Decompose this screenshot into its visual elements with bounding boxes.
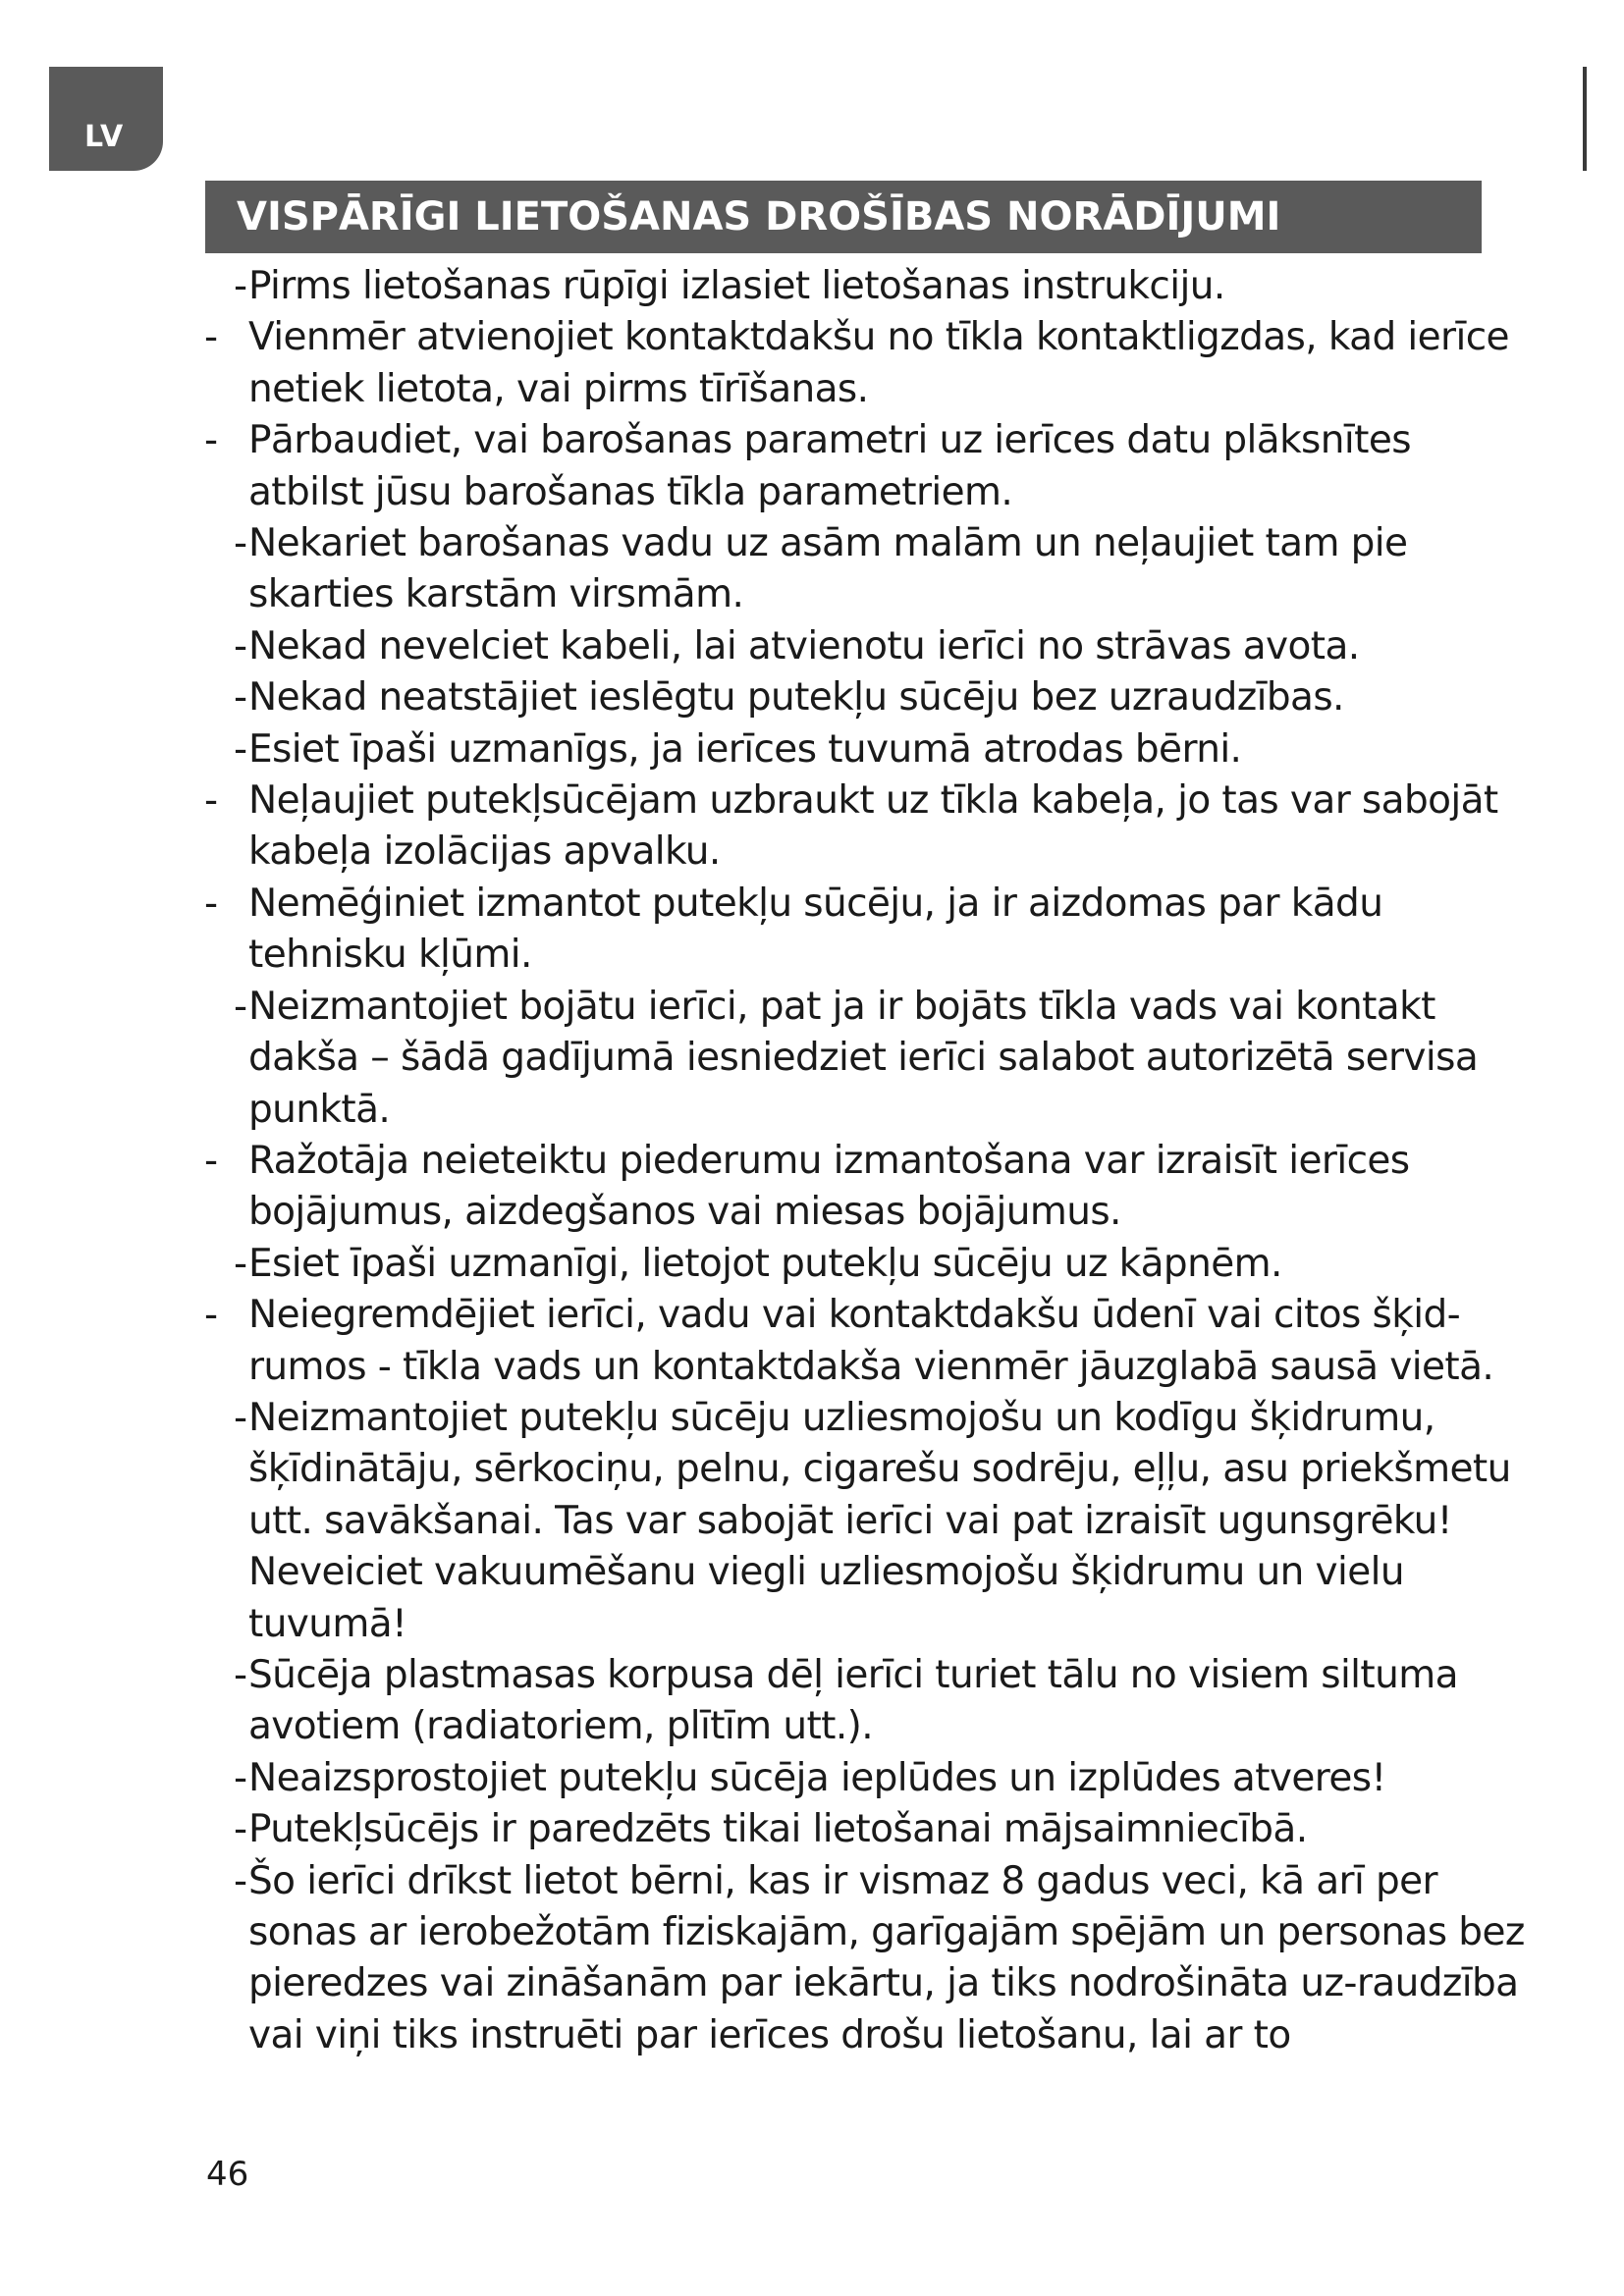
instruction-text: Putekļsūcējs ir paredzēts tikai lietošanai mājsaimniecībā. xyxy=(248,1807,1308,1852)
list-dash: - xyxy=(234,675,247,721)
instruction-item xyxy=(204,518,1526,621)
list-dash: - xyxy=(234,623,247,668)
list-dash: - xyxy=(204,315,218,360)
instruction-item xyxy=(204,1650,1526,1753)
instruction-text: Esiet īpaši uzmanīgi, lietojot putekļu sūcēju uz kāpnēm. xyxy=(248,1241,1282,1286)
list-dash: - xyxy=(234,1652,247,1697)
instruction-text: Nemēģiniet izmantot putekļu sūcēju, ja ir aizdomas par kādu tehnisku kļūmi. xyxy=(248,881,1383,978)
instruction-text: Neļaujiet putekļsūcējam uzbraukt uz tīkla kabeļa, jo tas var sabojāt kabeļa izolācijas apvalku. xyxy=(248,778,1498,875)
instruction-item xyxy=(204,1856,1526,2062)
list-dash: - xyxy=(234,726,247,772)
safety-instructions-list xyxy=(204,261,1526,2061)
instruction-item xyxy=(204,879,1526,982)
instruction-item xyxy=(204,982,1526,1136)
instruction-item xyxy=(204,724,1526,775)
instruction-text: Sūcēja plastmasas korpusa dēļ ierīci turiet tālu no visiem siltuma avotiem (radiatoriem, plītīm utt.). xyxy=(248,1652,1458,1749)
instruction-item xyxy=(204,312,1526,415)
list-dash: - xyxy=(204,1138,218,1183)
instruction-text: Neizmantojiet bojātu ierīci, pat ja ir bojāts tīkla vads vai kontakt dakša – šādā gadījumā iesniedziet ierīci salabot autorizētā servisa punktā. xyxy=(248,984,1479,1132)
list-dash: - xyxy=(204,778,218,824)
page-number: 46 xyxy=(206,2155,249,2194)
instruction-item xyxy=(204,1136,1526,1239)
list-dash: - xyxy=(204,881,218,926)
instruction-text: Nekad neatstājiet ieslēgtu putekļu sūcēju bez uzraudzības. xyxy=(248,675,1344,721)
instruction-item xyxy=(204,621,1526,672)
section-title: VISPĀRĪGI LIETOŠANAS DROŠĪBAS NORĀDĪJUMI xyxy=(205,181,1482,253)
list-dash: - xyxy=(234,521,247,566)
instruction-item xyxy=(204,1393,1526,1650)
instruction-text: Neaizsprostojiet putekļu sūcēja ieplūdes un izplūdes atveres! xyxy=(248,1755,1386,1800)
instruction-item xyxy=(204,1804,1526,1855)
instruction-item xyxy=(204,415,1526,518)
instruction-text: Nekariet barošanas vadu uz asām malām un neļaujiet tam pie skarties karstām virsmām. xyxy=(248,521,1408,617)
instruction-item xyxy=(204,1290,1526,1393)
instruction-text: Pirms lietošanas rūpīgi izlasiet lietošanas instrukciju. xyxy=(248,264,1225,308)
list-dash: - xyxy=(204,1293,218,1338)
instruction-text: Vienmēr atvienojiet kontaktdakšu no tīkla kontaktligzdas, kad ierīce netiek lietota, vai pirms tīrīšanas. xyxy=(248,315,1509,411)
list-dash: - xyxy=(234,1241,247,1286)
instruction-item xyxy=(204,1239,1526,1290)
page-edge-marker xyxy=(1583,67,1587,171)
instruction-text: Esiet īpaši uzmanīgs, ja ierīces tuvumā atrodas bērni. xyxy=(248,726,1242,772)
list-dash: - xyxy=(234,264,247,308)
instruction-text: Šo ierīci drīkst lietot bērni, kas ir vismaz 8 gadus veci, kā arī per sonas ar ierobežotām fiziskajām, garīgajām spējām un personas bez pieredzes vai zināšanām par iekārtu, ja tiks nodrošināta uz-raudzība vai viņi tiks instruēti par ierīces drošu lietošanu, lai ar to xyxy=(248,1858,1525,2057)
instruction-item xyxy=(204,775,1526,879)
instruction-text: Pārbaudiet, vai barošanas parametri uz ierīces datu plāksnītes atbilst jūsu barošanas tīkla parametriem. xyxy=(248,418,1411,514)
list-dash: - xyxy=(204,418,218,463)
list-dash: - xyxy=(234,984,247,1029)
list-dash: - xyxy=(234,1395,247,1440)
list-dash: - xyxy=(234,1807,247,1852)
instruction-item xyxy=(204,672,1526,723)
list-dash: - xyxy=(234,1755,247,1800)
instruction-text: Nekad nevelciet kabeli, lai atvienotu ierīci no strāvas avota. xyxy=(248,623,1360,668)
instruction-text: Neizmantojiet putekļu sūcēju uzliesmojošu un kodīgu šķidrumu, šķīdinātāju, sērkociņu, pelnu, cigarešu sodrēju, eļļu, asu priekšmetu utt. savākšanai. Tas var sabojāt ierīci vai pat izraisīt ugunsgrēku! Neveiciet vakuumēšanu viegli uzliesmojošu šķidrumu un vielu tuvumā! xyxy=(248,1395,1511,1646)
language-tab: LV xyxy=(49,67,163,171)
instruction-item xyxy=(204,1753,1526,1804)
instruction-text: Neiegremdējiet ierīci, vadu vai kontaktdakšu ūdenī vai citos šķid-rumos - tīkla vads un kontaktdakša vienmēr jāuzglabā sausā vietā. xyxy=(248,1293,1494,1389)
instruction-text: Ražotāja neieteiktu piederumu izmantošana var izraisīt ierīces bojājumus, aizdegšanos vai miesas bojājumus. xyxy=(248,1138,1410,1235)
instruction-item xyxy=(204,261,1526,312)
list-dash: - xyxy=(234,1858,247,1903)
